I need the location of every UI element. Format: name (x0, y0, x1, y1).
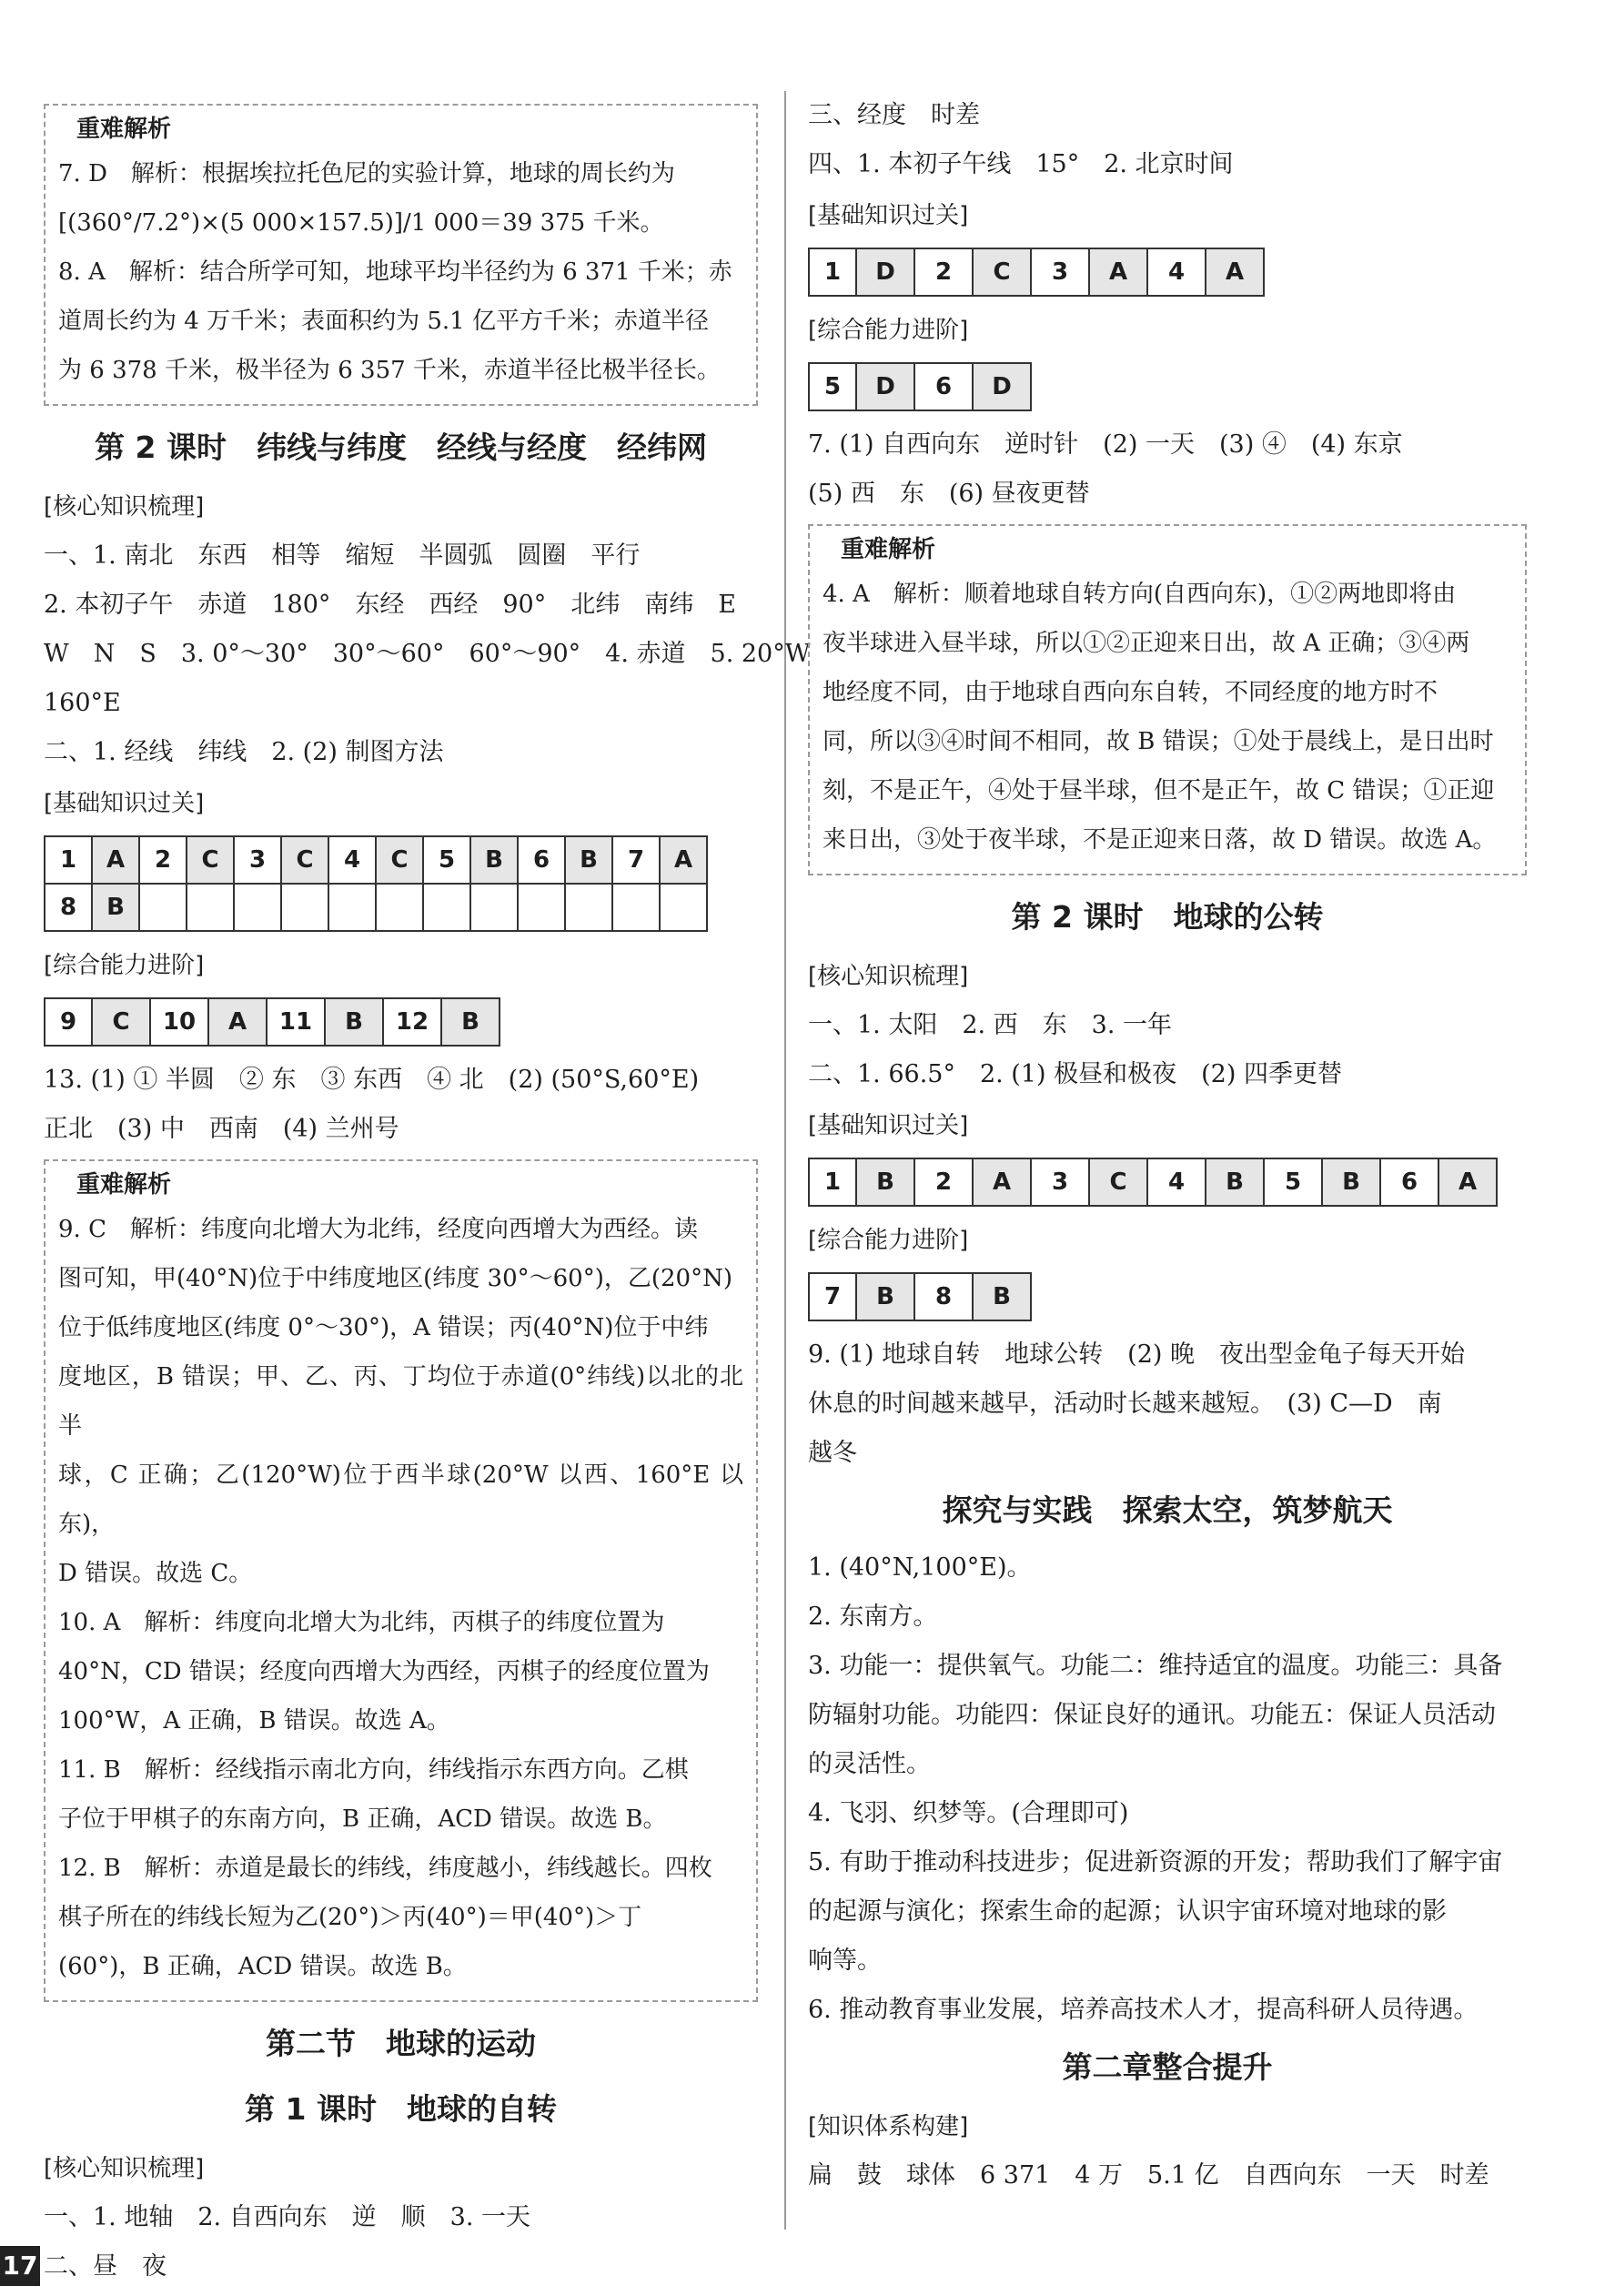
section-label: [ 核心知识梳理 ] (44, 482, 758, 531)
answer-cell: B (565, 836, 612, 884)
answer-line: 9. (1) 地球自转 地球公转 (2) 晚 夜出型金龟子每天开始 (808, 1340, 1465, 1369)
column-divider (784, 91, 786, 2230)
answer-cell: A (973, 1158, 1031, 1206)
section-label: [ 知识体系构建 ] (808, 2102, 1527, 2151)
analysis-title: 重难解析 (76, 116, 172, 143)
answer-cell: B (441, 998, 500, 1046)
answer-cell: D (856, 363, 914, 410)
analysis-title: 重难解析 (76, 1171, 172, 1199)
section-label: [ 综合能力进阶 ] (808, 306, 1527, 355)
question-number: 1 (809, 248, 856, 296)
answer-line: 的起源与演化；探索生命的起源；认识宇宙环境对地球的影 (808, 1897, 1447, 1926)
answer-line: 二、1. 66.5° 2. (1) 极昼和极夜 (2) 四季更替 (808, 1060, 1342, 1088)
answer-cell: D (856, 248, 914, 296)
answer-cell: D (973, 363, 1031, 410)
question-number: 8 (914, 1273, 973, 1320)
question-number: 4 (1147, 1158, 1206, 1206)
analysis-box-1 (44, 104, 758, 406)
question-number: 3 (234, 836, 281, 884)
answer-line: 5. 有助于推动科技进步；促进新资源的开发；帮助我们了解宇宙 (808, 1848, 1503, 1876)
lesson-heading: 第 2 课时 纬线与纬度 经线与经度 经纬网 (95, 430, 707, 465)
empty-cell (234, 884, 281, 931)
answer-cell: B (973, 1273, 1031, 1320)
answer-line: 2. 本初子午 赤道 180° 东经 西经 90° 北纬 南纬 E (44, 591, 736, 619)
question-number: 6 (914, 363, 973, 410)
answer-line: 3. 功能一：提供氧气。功能二：维持适宜的温度。功能三：具备 (808, 1652, 1503, 1680)
analysis-line: 球，C 正确；乙(120°W)位于西半球(20°W 以西、160°E 以东)， (58, 1462, 743, 1538)
analysis-line: 夜半球进入昼半球，所以①②正迎来日出，故 A 正确；③④两 (823, 630, 1470, 657)
answer-cell: C (92, 998, 150, 1046)
section-label: [ 核心知识梳理 ] (808, 952, 1527, 1001)
analysis-line: 棋子所在的纬线长短为乙(20°)＞丙(40°)＝甲(40°)＞丁 (58, 1904, 642, 1931)
empty-cell (376, 884, 423, 931)
question-number: 6 (518, 836, 565, 884)
answer-line: 一、1. 地轴 2. 自西向东 逆 顺 3. 一天 (44, 2203, 531, 2231)
lesson-heading: 第 2 课时 地球的公转 (1011, 899, 1324, 935)
answer-cell: B (1322, 1158, 1380, 1206)
analysis-line: 地经度不同，由于地球自西向东自转，不同经度的地方时不 (823, 679, 1438, 706)
empty-cell (470, 884, 518, 931)
analysis-line: 4. A 解析：顺着地球自转方向(自西向东)，①②两地即将由 (823, 581, 1457, 608)
answer-line: 三、经度 时差 (808, 101, 980, 129)
answer-line: W N S 3. 0°～30° 30°～60° 60°～90° 4. 赤道 5. 20°W (44, 640, 811, 668)
empty-cell (660, 884, 707, 931)
answer-cell: B (1206, 1158, 1264, 1206)
analysis-line: 11. B 解析：经线指示南北方向，纬线指示东西方向。乙棋 (58, 1756, 689, 1784)
practice-heading: 探究与实践 探索太空，筑梦航天 (942, 1492, 1393, 1528)
empty-cell (423, 884, 470, 931)
empty-cell (281, 884, 328, 931)
analysis-line: 道周长约为 4 万千米；表面积约为 5.1 亿平方千米；赤道半径 (58, 308, 709, 335)
answer-line: 扁 鼓 球体 6 371 4 万 5.1 亿 自西向东 一天 时差 (808, 2161, 1489, 2190)
answer-line: 1. (40°N,100°E)。 (808, 1553, 1032, 1582)
question-number: 7 (612, 836, 660, 884)
section-label: [ 基础知识过关 ] (808, 191, 1527, 240)
section-label: [ 基础知识过关 ] (808, 1101, 1527, 1150)
answer-line: 四、1. 本初子午线 15° 2. 北京时间 (808, 150, 1234, 178)
answer-line: 响等。 (808, 1947, 882, 1975)
answer-cell: C (973, 248, 1031, 296)
question-number: 4 (1147, 248, 1206, 296)
question-number: 4 (328, 836, 376, 884)
answer-line: 的灵活性。 (808, 1750, 931, 1778)
analysis-line: 为 6 378 千米，极半径为 6 357 千米，赤道半径比极半径长。 (58, 357, 721, 384)
analysis-box-3 (808, 524, 1527, 875)
question-number: 2 (139, 836, 187, 884)
empty-cell (139, 884, 187, 931)
answer-cell: B (856, 1158, 914, 1206)
answer-cell: C (281, 836, 328, 884)
answer-cell: A (1438, 1158, 1497, 1206)
analysis-box-2 (44, 1159, 758, 2002)
analysis-line: 位于低纬度地区(纬度 0°～30°)，A 错误；丙(40°N)位于中纬 (58, 1314, 709, 1341)
empty-cell (565, 884, 612, 931)
answer-cell: B (325, 998, 383, 1046)
answer-line: 正北 (3) 中 西南 (4) 兰州号 (44, 1115, 399, 1143)
answer-cell: B (470, 836, 518, 884)
analysis-line: 8. A 解析：结合所学可知，地球平均半径约为 6 371 千米；赤 (58, 258, 732, 286)
question-number: 2 (914, 1158, 973, 1206)
answer-line: 2. 东南方。 (808, 1603, 938, 1631)
lesson-heading: 第 1 课时 地球的自转 (245, 2091, 557, 2127)
question-number: 3 (1031, 1158, 1089, 1206)
analysis-line: 刻，不是正午，④处于昼半球，但不是正午，故 C 错误；①正迎 (823, 777, 1495, 804)
analysis-line: 7. D 解析：根据埃拉托色尼的实验计算，地球的周长约为 (58, 160, 675, 187)
question-number: 1 (45, 836, 92, 884)
analysis-line: 10. A 解析：纬度向北增大为北纬，丙棋子的纬度位置为 (58, 1609, 665, 1636)
answer-cell: A (92, 836, 139, 884)
section-label: [ 核心知识梳理 ] (44, 2144, 758, 2193)
section-label: [ 综合能力进阶 ] (44, 941, 758, 990)
answer-line: 一、1. 太阳 2. 西 东 3. 一年 (808, 1011, 1173, 1039)
question-number: 8 (45, 884, 92, 931)
question-number: 9 (45, 998, 92, 1046)
empty-cell (518, 884, 565, 931)
answer-cell: B (92, 884, 139, 931)
answer-cell: C (187, 836, 234, 884)
empty-cell (328, 884, 376, 931)
analysis-line: 来日出，③处于夜半球，不是正迎来日落，故 D 错误。故选 A。 (823, 826, 1497, 854)
question-number: 2 (914, 248, 973, 296)
question-number: 5 (423, 836, 470, 884)
question-number: 12 (383, 998, 441, 1046)
answer-cell: B (856, 1273, 914, 1320)
answer-line: 7. (1) 自西向东 逆时针 (2) 一天 (3) ④ (4) 东京 (808, 430, 1403, 459)
section-heading: 第二节 地球的运动 (266, 2026, 536, 2061)
answer-line: 休息的时间越来越早，活动时长越来越短。 (3) C—D 南 (808, 1390, 1442, 1418)
question-number: 3 (1031, 248, 1089, 296)
empty-cell (612, 884, 660, 931)
analysis-line: 图可知，甲(40°N)位于中纬度地区(纬度 30°～60°)，乙(20°N) (58, 1265, 732, 1292)
answer-line: (5) 西 东 (6) 昼夜更替 (808, 480, 1090, 508)
answer-cell: A (660, 836, 707, 884)
analysis-line: [(360°/7.2°)×(5 000×157.5)]/1 000＝39 375 千米。 (58, 209, 664, 237)
analysis-line: 40°N，CD 错误；经度向西增大为西经，丙棋子的经度位置为 (58, 1658, 710, 1685)
answer-line: 二、1. 经线 纬线 2. (2) 制图方法 (44, 738, 444, 766)
left-column (44, 98, 811, 2291)
page-number: 17 (0, 2246, 40, 2286)
question-number: 5 (809, 363, 856, 410)
analysis-title: 重难解析 (841, 536, 936, 563)
analysis-line: (60°)，B 正确，ACD 错误。故选 B。 (58, 1953, 467, 1980)
chapter-summary-heading: 第二章整合提升 (1062, 2049, 1273, 2085)
empty-cell (187, 884, 234, 931)
question-number: 7 (809, 1273, 856, 1320)
right-column (808, 91, 1527, 2200)
analysis-line: 9. C 解析：纬度向北增大为北纬，经度向西增大为西经。读 (58, 1216, 698, 1243)
analysis-line: 100°W，A 正确，B 错误。故选 A。 (58, 1707, 450, 1735)
answer-grid-basic-2 (808, 1158, 1498, 1207)
question-number: 10 (150, 998, 208, 1046)
answer-line: 4. 飞羽、织梦等。(合理即可) (808, 1799, 1129, 1827)
analysis-line: 度地区，B 错误；甲、乙、丙、丁均位于赤道(0°纬线)以北的北半 (58, 1363, 743, 1440)
answer-line: 160°E (44, 689, 121, 717)
analysis-line: 同，所以③④时间不相同，故 B 错误；①处于晨线上，是日出时 (823, 728, 1494, 755)
answer-cell: C (1089, 1158, 1147, 1206)
analysis-line: 12. B 解析：赤道是最长的纬线，纬度越小，纬线越长。四枚 (58, 1855, 712, 1882)
question-number: 1 (809, 1158, 856, 1206)
answer-line: 二、昼 夜 (44, 2252, 167, 2281)
question-number: 6 (1380, 1158, 1438, 1206)
answer-grid-advanced (808, 362, 1032, 411)
section-label: [ 综合能力进阶 ] (808, 1216, 1527, 1265)
question-number: 5 (1264, 1158, 1322, 1206)
answer-line: 13. (1) ① 半圆 ② 东 ③ 东西 ④ 北 (2) (50°S,60°E) (44, 1066, 700, 1094)
answer-cell: A (1089, 248, 1147, 296)
answer-grid-basic (808, 248, 1265, 297)
question-number: 11 (267, 998, 325, 1046)
answer-line: 一、1. 南北 东西 相等 缩短 半圆弧 圆圈 平行 (44, 541, 641, 570)
section-label: [ 基础知识过关 ] (44, 779, 758, 828)
answer-line: 防辐射功能。功能四：保证良好的通讯。功能五：保证人员活动 (808, 1701, 1496, 1729)
answer-line: 6. 推动教育事业发展，培养高技术人才，提高科研人员待遇。 (808, 1996, 1479, 2024)
analysis-line: D 错误。故选 C。 (58, 1560, 253, 1587)
answer-cell: A (1206, 248, 1264, 296)
answer-cell: A (208, 998, 267, 1046)
answer-grid-advanced-2 (808, 1272, 1032, 1321)
answer-line: 越冬 (808, 1439, 857, 1467)
analysis-line: 子位于甲棋子的东南方向，B 正确，ACD 错误。故选 B。 (58, 1805, 667, 1833)
answer-grid-basic (44, 835, 708, 932)
answer-cell: C (376, 836, 423, 884)
answer-grid-advanced (44, 997, 500, 1047)
